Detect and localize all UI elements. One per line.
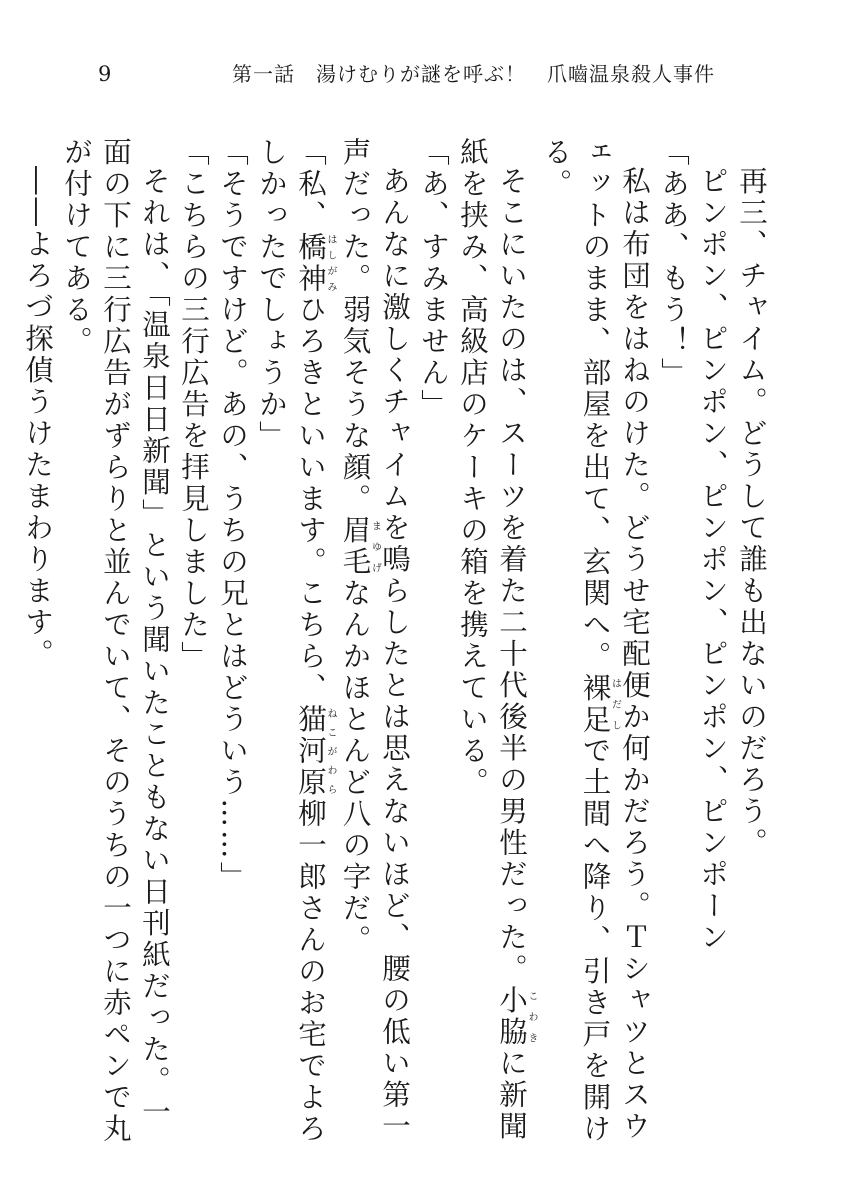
ruby-annotation bbox=[294, 231, 336, 295]
ruby-base: 橋神 bbox=[294, 231, 327, 295]
text-run: 「私、 bbox=[294, 137, 327, 232]
text-run: なんかほとんど八の字だ。 bbox=[338, 578, 372, 956]
text-run: ――よろづ探偵うけたまわります。 bbox=[21, 165, 54, 670]
text-run: 「あ、すみません」 bbox=[417, 137, 450, 421]
text-run: 「そうですけど。あの、うちの兄とはどういう……」 bbox=[216, 137, 249, 893]
paragraph bbox=[18, 137, 57, 1147]
paragraph bbox=[654, 137, 693, 1147]
text-run: 「ああ、もう！」 bbox=[657, 137, 690, 389]
ruby-annotation bbox=[578, 672, 621, 736]
running-header: 第一話 湯けむりが謎を呼ぶ！ 爪嚙温泉殺人事件 bbox=[232, 62, 715, 86]
paragraph bbox=[537, 137, 655, 1147]
text-run: それは、「温泉日日新聞」という聞いたこともない日刊紙だった。一面の下に三行広告がずらりと並んでいて、そのうちの一つに赤ペンで丸が付けてある。 bbox=[60, 137, 171, 1145]
paragraph bbox=[174, 137, 213, 1147]
ruby-base: 小脇 bbox=[495, 984, 528, 1048]
text-run: ピンポン、ピンポン、ピンポン、ピンポン、ピンポーン bbox=[696, 165, 729, 953]
text-run: 再三、チャイム。どうして誰も出ないのだろう。 bbox=[735, 165, 768, 859]
paragraph bbox=[414, 137, 453, 1147]
ruby-reading: こわき bbox=[526, 984, 537, 1048]
text-run: に新聞紙を挟み、高級店のケーキの箱を携えている。 bbox=[456, 137, 528, 1142]
text-run: ひろきといいます。こちら、 bbox=[294, 294, 327, 704]
paragraph bbox=[693, 137, 732, 1147]
ruby-reading: はだし bbox=[609, 672, 621, 736]
paragraph bbox=[732, 137, 771, 1147]
ruby-annotation bbox=[495, 984, 537, 1048]
ruby-reading: まゆげ bbox=[369, 515, 381, 578]
ruby-reading: はしがみ bbox=[325, 231, 336, 295]
ruby-annotation bbox=[294, 704, 336, 799]
ruby-base: 眉毛 bbox=[338, 515, 372, 578]
paragraph bbox=[453, 137, 537, 1147]
ruby-base: 裸足 bbox=[578, 672, 612, 736]
paragraph bbox=[213, 137, 252, 1147]
text-run: そこにいたのは、スーツを着た二十代後半の男性だった。 bbox=[495, 165, 528, 985]
text-run: で土間へ降り、引き戸を開ける。 bbox=[539, 137, 612, 1145]
text-run: あんなに激しくチャイムを鳴らしたとは思えないほど、腰の低い第一声だった。弱気そうな顔。 bbox=[338, 137, 411, 1142]
paragraph bbox=[336, 137, 415, 1147]
paragraph bbox=[57, 137, 174, 1147]
text-run: 柳一郎さんのお宅でよろしかったでしょうか」 bbox=[255, 137, 327, 1145]
ruby-annotation bbox=[338, 515, 381, 578]
page-number: 9 bbox=[98, 62, 112, 86]
text-run: 私は布団をはねのけた。どうせ宅配便か何かだろう。Ｔシャツとスウェットのまま、部屋を出て、玄関へ。 bbox=[578, 137, 651, 1142]
ruby-reading: ねこがわら bbox=[325, 704, 336, 799]
body-text bbox=[21, 137, 771, 1147]
text-run: 「こちらの三行広告を拝見しました」 bbox=[177, 137, 210, 673]
paragraph bbox=[252, 137, 336, 1147]
ruby-base: 猫河原 bbox=[294, 704, 327, 799]
